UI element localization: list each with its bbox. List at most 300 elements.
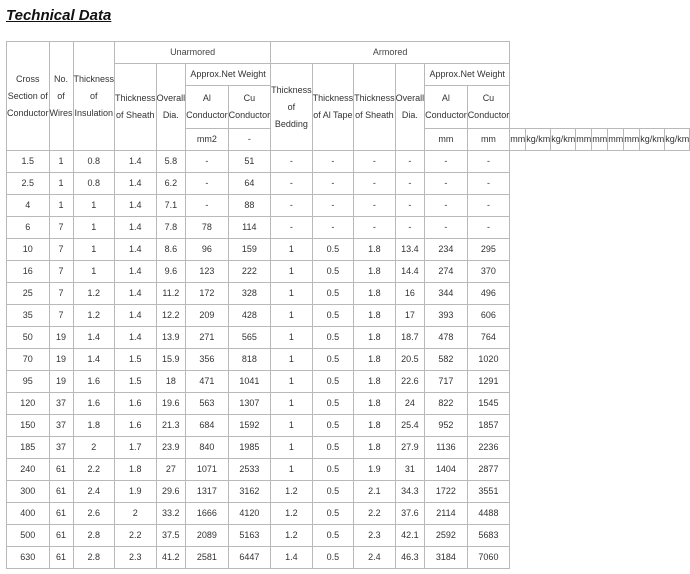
table-cell: 1071 [186, 459, 229, 481]
table-cell: 300 [7, 481, 50, 503]
table-cell: - [271, 151, 313, 173]
table-cell: 1 [271, 261, 313, 283]
table-cell: 37 [49, 393, 73, 415]
unit-cell: kg/km [665, 129, 690, 151]
table-cell: - [271, 195, 313, 217]
table-cell: 1.4 [73, 327, 115, 349]
table-cell: 2.3 [115, 547, 157, 569]
table-row [7, 503, 690, 525]
table-cell: 1.4 [115, 305, 157, 327]
table-cell: 0.5 [312, 525, 354, 547]
table-cell: 114 [228, 217, 271, 239]
table-cell: - [395, 173, 425, 195]
table-cell: 0.5 [312, 349, 354, 371]
table-cell: 717 [425, 371, 468, 393]
table-cell: 1.6 [115, 393, 157, 415]
table-cell: 2089 [186, 525, 229, 547]
table-cell: 5.8 [156, 151, 186, 173]
table-cell: 19.6 [156, 393, 186, 415]
unit-cell: kg/km [526, 129, 551, 151]
table-cell: 61 [49, 481, 73, 503]
header-cross-section: Cross Section of Conductor [7, 42, 50, 151]
table-cell: - [395, 195, 425, 217]
header-armored-overall-dia: Overall Dia. [395, 64, 425, 151]
table-cell: 393 [425, 305, 468, 327]
table-cell: 840 [186, 437, 229, 459]
table-cell: 1 [271, 393, 313, 415]
table-cell: 1.4 [271, 547, 313, 569]
table-cell: 27 [156, 459, 186, 481]
table-cell: 16 [395, 283, 425, 305]
table-cell: 1.6 [73, 393, 115, 415]
table-cell: 271 [186, 327, 229, 349]
table-cell: 0.5 [312, 437, 354, 459]
table-cell: 1.8 [354, 415, 396, 437]
table-cell: - [271, 173, 313, 195]
table-cell: 1 [271, 415, 313, 437]
header-thickness-insulation: Thickness of Insulation [73, 42, 115, 151]
header-armored-al-conductor: Al Conductor [425, 86, 468, 129]
table-cell: 1.4 [115, 173, 157, 195]
table-body [7, 151, 690, 569]
table-row [7, 261, 690, 283]
table-cell: 1985 [228, 437, 271, 459]
table-cell: 1.5 [115, 349, 157, 371]
table-cell: 295 [467, 239, 510, 261]
table-cell: 2.3 [354, 525, 396, 547]
table-cell: 31 [395, 459, 425, 481]
table-cell: 6447 [228, 547, 271, 569]
table-cell: 582 [425, 349, 468, 371]
table-cell: 18.7 [395, 327, 425, 349]
table-cell: 7 [49, 283, 73, 305]
table-row [7, 283, 690, 305]
header-thickness-al-tape: Thickness of Al Tape [312, 64, 354, 151]
table-cell: - [186, 173, 229, 195]
table-cell: 1020 [467, 349, 510, 371]
table-cell: 33.2 [156, 503, 186, 525]
table-cell: - [467, 173, 510, 195]
table-cell: 1.4 [115, 283, 157, 305]
table-cell: 1 [271, 437, 313, 459]
table-cell: 120 [7, 393, 50, 415]
table-cell: - [467, 151, 510, 173]
table-cell: 1592 [228, 415, 271, 437]
table-cell: 1.4 [115, 217, 157, 239]
table-cell: 172 [186, 283, 229, 305]
table-row [7, 371, 690, 393]
table-cell: 10 [7, 239, 50, 261]
table-cell: 2.2 [115, 525, 157, 547]
table-cell: 29.6 [156, 481, 186, 503]
table-cell: 50 [7, 327, 50, 349]
table-cell: 1317 [186, 481, 229, 503]
table-cell: 37.6 [395, 503, 425, 525]
table-cell: 0.5 [312, 481, 354, 503]
unit-cell: mm [467, 129, 510, 151]
table-cell: 0.5 [312, 459, 354, 481]
table-cell: 1.8 [354, 239, 396, 261]
table-cell: 1857 [467, 415, 510, 437]
table-cell: - [354, 195, 396, 217]
table-cell: 95 [7, 371, 50, 393]
table-cell: 4120 [228, 503, 271, 525]
table-cell: 1 [271, 239, 313, 261]
table-cell: 1.8 [354, 371, 396, 393]
table-cell: - [354, 173, 396, 195]
table-row [7, 217, 690, 239]
table-cell: 1 [49, 173, 73, 195]
table-cell: 2.6 [73, 503, 115, 525]
table-cell: 1 [73, 195, 115, 217]
table-cell: 630 [7, 547, 50, 569]
table-cell: 78 [186, 217, 229, 239]
table-cell: 159 [228, 239, 271, 261]
header-unarmored-thickness-sheath: Thickness of Sheath [115, 64, 157, 151]
table-cell: 11.2 [156, 283, 186, 305]
table-cell: 1.2 [73, 305, 115, 327]
table-cell: 7.8 [156, 217, 186, 239]
table-row [7, 525, 690, 547]
table-cell: 1.4 [115, 151, 157, 173]
header-thickness-bedding: Thickness of Bedding [271, 64, 313, 151]
table-cell: 13.9 [156, 327, 186, 349]
table-cell: 496 [467, 283, 510, 305]
table-cell: - [312, 173, 354, 195]
table-row [7, 547, 690, 569]
table-cell: 1.8 [354, 393, 396, 415]
table-cell: 2.8 [73, 525, 115, 547]
table-cell: 9.6 [156, 261, 186, 283]
table-cell: 1.4 [73, 349, 115, 371]
table-cell: 2.4 [73, 481, 115, 503]
table-cell: 0.5 [312, 327, 354, 349]
table-row [7, 327, 690, 349]
table-cell: 1.6 [115, 415, 157, 437]
table-cell: 1.8 [354, 305, 396, 327]
table-cell: 2581 [186, 547, 229, 569]
table-cell: 25.4 [395, 415, 425, 437]
table-cell: 1 [73, 261, 115, 283]
table-cell: 27.9 [395, 437, 425, 459]
table-row [7, 305, 690, 327]
table-cell: - [467, 195, 510, 217]
table-cell: 764 [467, 327, 510, 349]
table-cell: 13.4 [395, 239, 425, 261]
table-cell: 19 [49, 327, 73, 349]
table-cell: 1.5 [115, 371, 157, 393]
unit-cell: mm [510, 129, 526, 151]
table-cell: 2 [115, 503, 157, 525]
table-cell: 1.7 [115, 437, 157, 459]
table-cell: 1307 [228, 393, 271, 415]
table-cell: 0.8 [73, 173, 115, 195]
table-cell: - [312, 217, 354, 239]
table-cell: 222 [228, 261, 271, 283]
table-cell: - [467, 217, 510, 239]
table-cell: - [354, 151, 396, 173]
table-row [7, 459, 690, 481]
table-cell: - [186, 195, 229, 217]
table-cell: 19 [49, 371, 73, 393]
table-cell: 500 [7, 525, 50, 547]
table-cell: 0.5 [312, 283, 354, 305]
table-cell: 37 [49, 415, 73, 437]
table-cell: 1 [271, 327, 313, 349]
table-cell: 1 [73, 217, 115, 239]
table-cell: 1.5 [7, 151, 50, 173]
table-row [7, 437, 690, 459]
table-cell: 1 [271, 459, 313, 481]
table-cell: - [395, 217, 425, 239]
table-cell: 37.5 [156, 525, 186, 547]
table-cell: 61 [49, 503, 73, 525]
table-cell: 0.5 [312, 239, 354, 261]
table-cell: 22.6 [395, 371, 425, 393]
table-cell: 1 [271, 305, 313, 327]
table-cell: 0.5 [312, 547, 354, 569]
table-cell: 23.9 [156, 437, 186, 459]
table-cell: 6.2 [156, 173, 186, 195]
table-cell: 16 [7, 261, 50, 283]
table-cell: 1 [271, 371, 313, 393]
table-cell: 3162 [228, 481, 271, 503]
table-cell: 2592 [425, 525, 468, 547]
table-cell: - [425, 173, 468, 195]
table-cell: 1404 [425, 459, 468, 481]
table-cell: 3551 [467, 481, 510, 503]
table-cell: - [425, 217, 468, 239]
table-cell: 1.4 [115, 239, 157, 261]
header-armored: Armored [271, 42, 510, 64]
table-cell: 1.9 [354, 459, 396, 481]
table-cell: - [271, 217, 313, 239]
table-cell: 2.4 [354, 547, 396, 569]
table-cell: 1 [73, 239, 115, 261]
table-cell: 4488 [467, 503, 510, 525]
table-cell: 185 [7, 437, 50, 459]
table-cell: 4 [7, 195, 50, 217]
table-cell: 478 [425, 327, 468, 349]
table-cell: 1.6 [73, 371, 115, 393]
header-armored-cu-conductor: Cu Conductor [467, 86, 510, 129]
header-unarmored-overall-dia: Overall Dia. [156, 64, 186, 151]
unit-cell: mm2 [186, 129, 229, 151]
table-cell: 1291 [467, 371, 510, 393]
table-cell: 2236 [467, 437, 510, 459]
table-cell: 88 [228, 195, 271, 217]
table-cell: 356 [186, 349, 229, 371]
table-cell: 1.8 [354, 437, 396, 459]
table-cell: 0.5 [312, 305, 354, 327]
table-cell: 2533 [228, 459, 271, 481]
table-cell: 606 [467, 305, 510, 327]
table-cell: 21.3 [156, 415, 186, 437]
table-cell: 1.9 [115, 481, 157, 503]
table-cell: 2.2 [73, 459, 115, 481]
table-cell: 2.8 [73, 547, 115, 569]
table-cell: 0.5 [312, 393, 354, 415]
table-row [7, 173, 690, 195]
table-cell: 328 [228, 283, 271, 305]
table-cell: 1.2 [271, 525, 313, 547]
technical-data-table [6, 41, 690, 569]
table-cell: 1041 [228, 371, 271, 393]
table-cell: 7 [49, 239, 73, 261]
table-cell: 344 [425, 283, 468, 305]
table-cell: 41.2 [156, 547, 186, 569]
unit-cell: mm [576, 129, 592, 151]
table-cell: 25 [7, 283, 50, 305]
table-cell: 684 [186, 415, 229, 437]
table-cell: 1.4 [115, 195, 157, 217]
table-cell: 1.2 [73, 283, 115, 305]
table-cell: 0.5 [312, 261, 354, 283]
table-cell: 61 [49, 547, 73, 569]
table-cell: 5683 [467, 525, 510, 547]
table-cell: - [186, 151, 229, 173]
table-cell: - [425, 195, 468, 217]
table-cell: 64 [228, 173, 271, 195]
table-cell: 1.4 [115, 327, 157, 349]
unit-cell: mm [592, 129, 608, 151]
table-cell: 0.8 [73, 151, 115, 173]
table-cell: 1 [49, 195, 73, 217]
table-row [7, 349, 690, 371]
table-cell: 1.8 [354, 349, 396, 371]
table-row [7, 151, 690, 173]
table-row [7, 393, 690, 415]
table-cell: 15.9 [156, 349, 186, 371]
table-cell: 2 [73, 437, 115, 459]
table-cell: - [395, 151, 425, 173]
header-row-groups [7, 42, 690, 64]
table-cell: 7 [49, 217, 73, 239]
table-cell: 1.8 [115, 459, 157, 481]
table-cell: 2.5 [7, 173, 50, 195]
table-cell: 123 [186, 261, 229, 283]
table-cell: 1 [271, 349, 313, 371]
unit-cell: kg/km [640, 129, 665, 151]
table-cell: 7.1 [156, 195, 186, 217]
table-cell: 7 [49, 261, 73, 283]
table-cell: 5163 [228, 525, 271, 547]
table-cell: - [312, 195, 354, 217]
table-cell: 400 [7, 503, 50, 525]
table-cell: 1.8 [354, 261, 396, 283]
table-cell: 1545 [467, 393, 510, 415]
unit-cell: - [228, 129, 271, 151]
table-cell: 51 [228, 151, 271, 173]
table-cell: 18 [156, 371, 186, 393]
header-unarmored-cu-conductor: Cu Conductor [228, 86, 271, 129]
table-cell: 20.5 [395, 349, 425, 371]
table-cell: - [425, 151, 468, 173]
table-cell: 19 [49, 349, 73, 371]
unit-cell: mm [425, 129, 468, 151]
table-cell: 0.5 [312, 503, 354, 525]
table-cell: 14.4 [395, 261, 425, 283]
unit-cell: kg/km [551, 129, 576, 151]
table-cell: 17 [395, 305, 425, 327]
unit-cell: mm [624, 129, 640, 151]
table-cell: 0.5 [312, 371, 354, 393]
header-armored-net-weight: Approx.Net Weight [425, 64, 510, 86]
table-cell: 12.2 [156, 305, 186, 327]
table-row [7, 415, 690, 437]
table-row [7, 195, 690, 217]
table-cell: 37 [49, 437, 73, 459]
table-cell: 96 [186, 239, 229, 261]
table-cell: - [312, 151, 354, 173]
table-cell: 42.1 [395, 525, 425, 547]
table-cell: 7 [49, 305, 73, 327]
table-cell: 35 [7, 305, 50, 327]
table-cell: 8.6 [156, 239, 186, 261]
header-no-wires: No. of Wires [49, 42, 73, 151]
table-cell: 61 [49, 525, 73, 547]
table-cell: 274 [425, 261, 468, 283]
table-row [7, 239, 690, 261]
table-cell: 1.8 [354, 327, 396, 349]
table-cell: 70 [7, 349, 50, 371]
table-cell: 1.8 [73, 415, 115, 437]
table-cell: 46.3 [395, 547, 425, 569]
header-armored-thickness-sheath: Thickness of Sheath [354, 64, 396, 151]
page-title: Technical Data [6, 7, 112, 24]
table-cell: 1.8 [354, 283, 396, 305]
table-cell: 563 [186, 393, 229, 415]
table-cell: 24 [395, 393, 425, 415]
table-cell: 2877 [467, 459, 510, 481]
table-cell: 209 [186, 305, 229, 327]
table-cell: 7060 [467, 547, 510, 569]
table-cell: 428 [228, 305, 271, 327]
table-cell: 1.4 [115, 261, 157, 283]
header-unarmored-al-conductor: Al Conductor [186, 86, 229, 129]
table-cell: 2.2 [354, 503, 396, 525]
table-cell: 2114 [425, 503, 468, 525]
header-unarmored-net-weight: Approx.Net Weight [186, 64, 271, 86]
table-cell: 240 [7, 459, 50, 481]
table-cell: 61 [49, 459, 73, 481]
table-cell: 952 [425, 415, 468, 437]
table-cell: 0.5 [312, 415, 354, 437]
header-unarmored: Unarmored [115, 42, 271, 64]
table-cell: 471 [186, 371, 229, 393]
table-cell: 1.2 [271, 481, 313, 503]
table-row [7, 481, 690, 503]
table-cell: 150 [7, 415, 50, 437]
table-cell: 1136 [425, 437, 468, 459]
table-cell: 2.1 [354, 481, 396, 503]
table-cell: 1.2 [271, 503, 313, 525]
table-cell: 565 [228, 327, 271, 349]
table-cell: 370 [467, 261, 510, 283]
table-cell: 1666 [186, 503, 229, 525]
unit-cell: mm [608, 129, 624, 151]
table-cell: 1 [49, 151, 73, 173]
table-cell: 822 [425, 393, 468, 415]
table-cell: 34.3 [395, 481, 425, 503]
table-cell: 1 [271, 283, 313, 305]
table-cell: - [354, 217, 396, 239]
table-cell: 818 [228, 349, 271, 371]
table-cell: 3184 [425, 547, 468, 569]
table-cell: 6 [7, 217, 50, 239]
table-cell: 234 [425, 239, 468, 261]
table-cell: 1722 [425, 481, 468, 503]
